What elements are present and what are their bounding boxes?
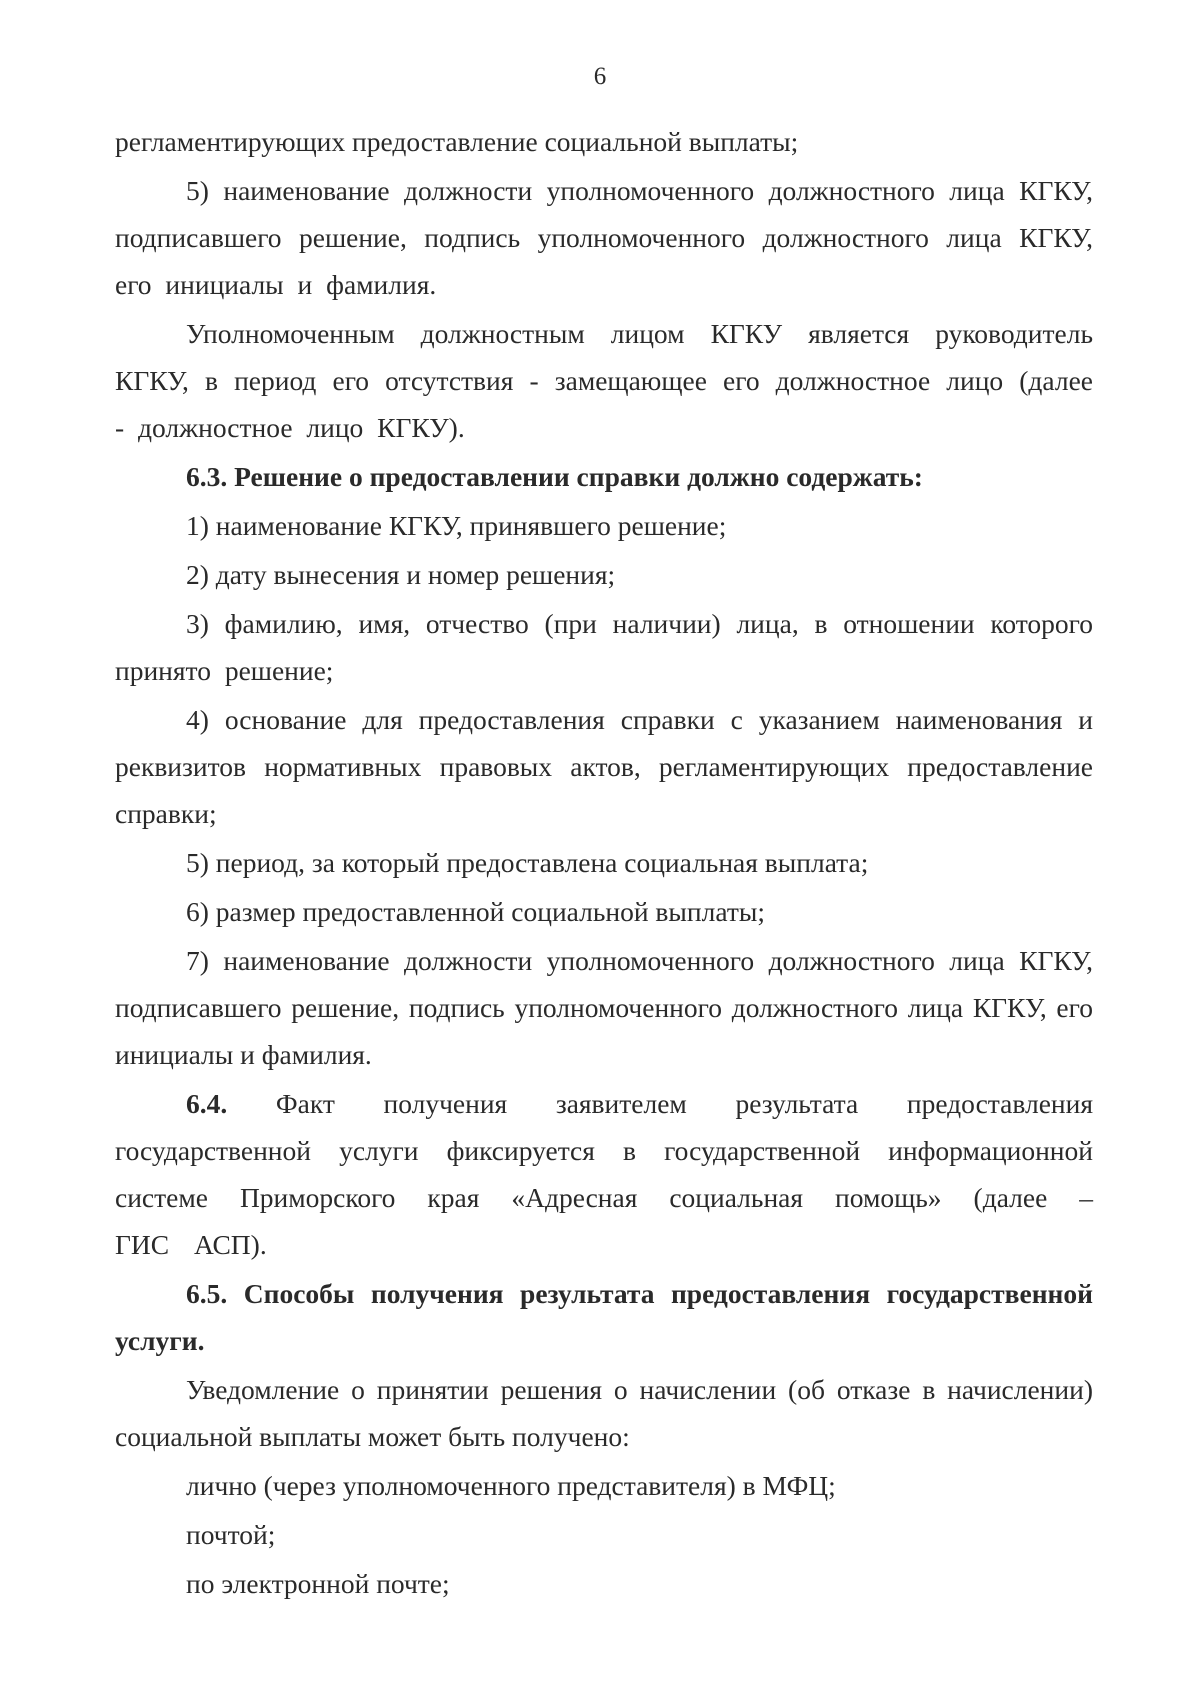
list-item-2: 2) дату вынесения и номер решения; <box>186 559 616 590</box>
section-heading-6-5: 6.5. Способы получения результата предоставления государственной услуги. <box>115 1278 1093 1356</box>
list-item-1: 1) наименование КГКУ, принявшего решение; <box>186 510 727 541</box>
paragraph-notification: Уведомление о принятии решения о начислении (об отказе в начислении) социальной выплаты может быть получено: <box>115 1374 1093 1452</box>
paragraph-continuation: регламентирующих предоставление социальной выплаты; <box>115 126 799 157</box>
list-item-7: 7) наименование должности уполномоченного должностного лица КГКУ, подписавшего решение, подпись уполномоченного должностного лица КГКУ, его инициалы и фамилия. <box>115 945 1093 1070</box>
section-6-4-text: Факт получения заявителем результата предоставления государственной услуги фиксируется в государственной информационной системе Приморского края «Адресная социальная помощь» (далее – ГИС АСП). <box>115 1088 1093 1260</box>
paragraph-authorized-official: Уполномоченным должностным лицом КГКУ является руководитель КГКУ, в период его отсутствия - замещающее его должностное лицо (далее - должностное лицо КГКУ). <box>115 318 1093 443</box>
paragraph-item-5: 5) наименование должности уполномоченного должностного лица КГКУ, подписавшего решение, подпись уполномоченного должностного лица КГКУ, его инициалы и фамилия. <box>115 175 1093 300</box>
option-mail: почтой; <box>186 1519 276 1550</box>
list-item-4: 4) основание для предоставления справки с указанием наименования и реквизитов нормативных правовых актов, регламентирующих предоставление справки; <box>115 704 1093 829</box>
option-in-person: лично (через уполномоченного представителя) в МФЦ; <box>186 1470 836 1501</box>
option-email: по электронной почте; <box>186 1568 450 1599</box>
document-body <box>115 118 1093 1607</box>
section-6-4-paragraph <box>115 1080 1093 1268</box>
list-item-6: 6) размер предоставленной социальной выплаты; <box>186 896 765 927</box>
section-number-6-4: 6.4. <box>186 1088 228 1119</box>
list-item-3: 3) фамилию, имя, отчество (при наличии) лица, в отношении которого принято решение; <box>115 608 1093 686</box>
page-number: 6 <box>593 63 607 90</box>
list-item-5: 5) период, за который предоставлена социальная выплата; <box>186 847 869 878</box>
section-heading-6-3: 6.3. Решение о предоставлении справки должно содержать: <box>186 461 923 492</box>
